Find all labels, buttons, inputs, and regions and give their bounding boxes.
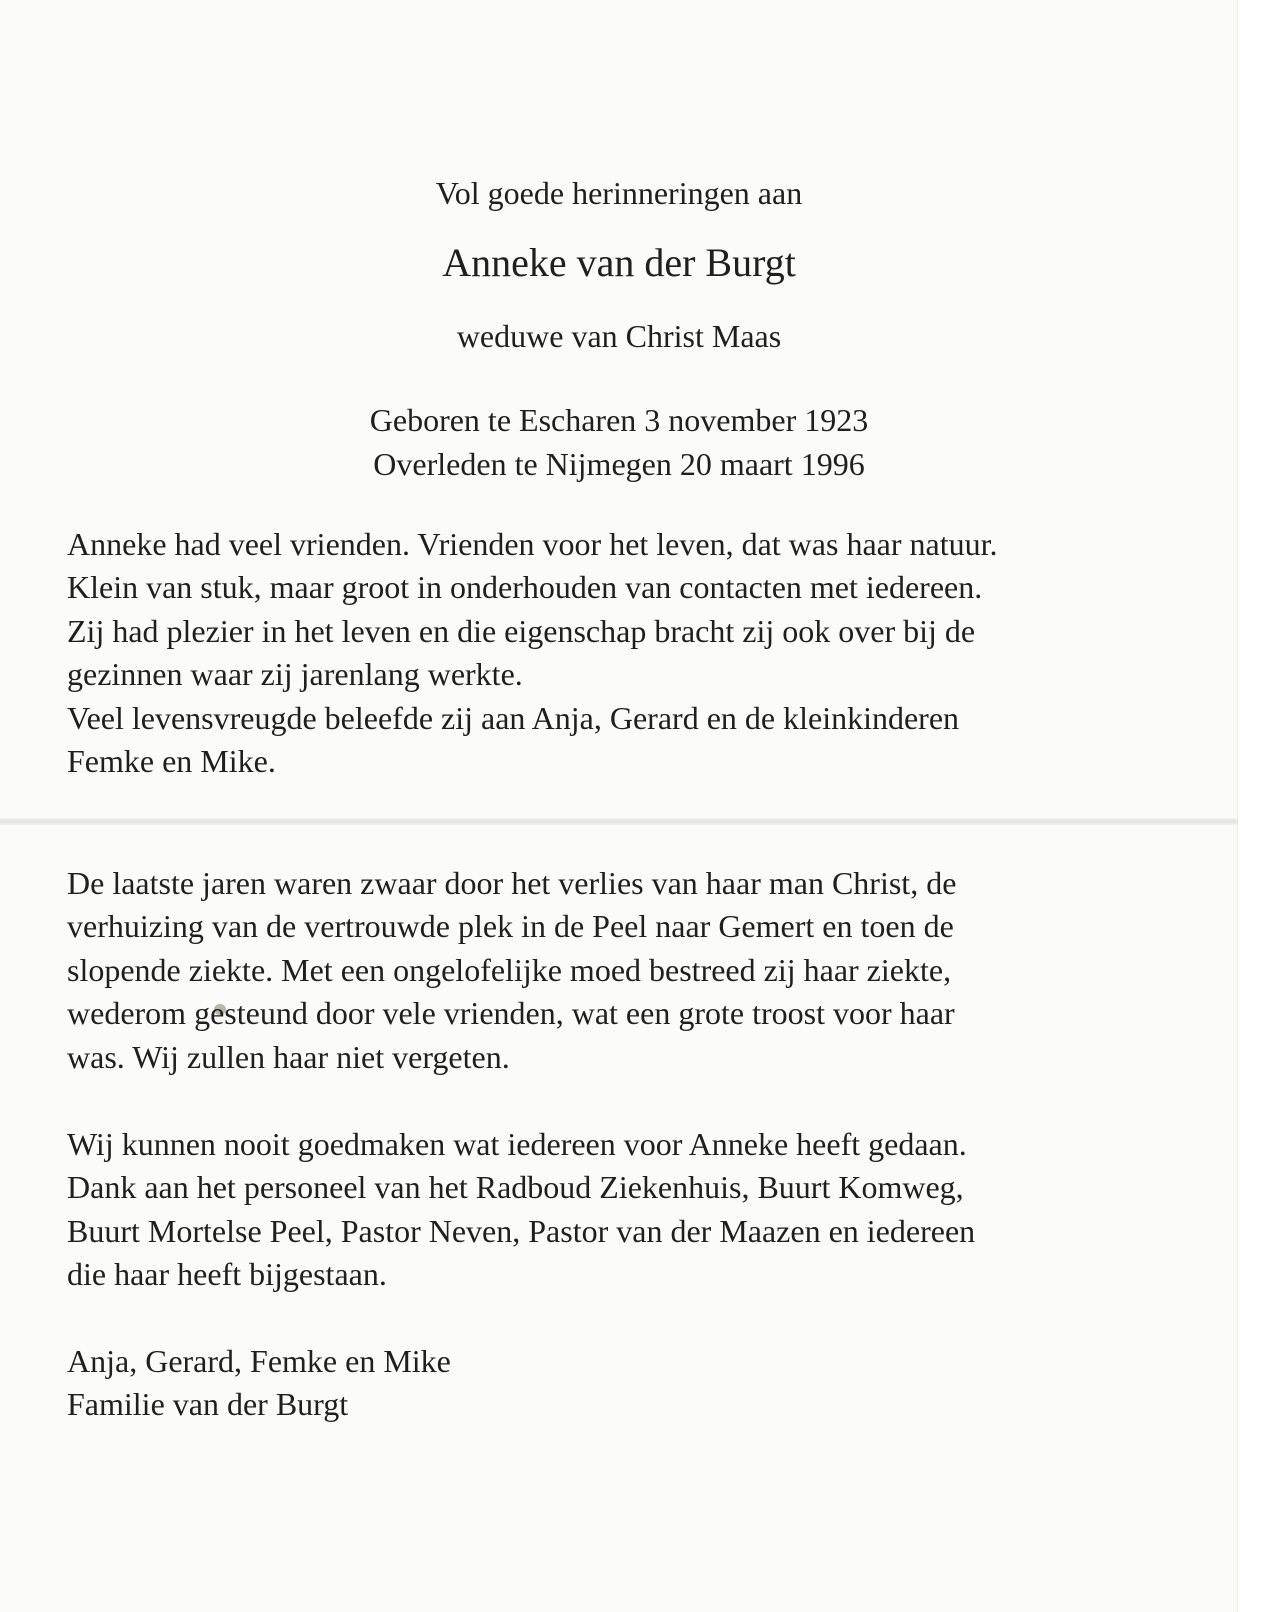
paragraph-line: Klein van stuk, maar groot in onderhouden van contacten met iedereen. (67, 569, 983, 606)
paragraph-line: gezinnen waar zij jarenlang werkte. (67, 656, 523, 693)
paragraph-line: Veel levensvreugde beleefde zij aan Anja, Gerard en de kleinkinderen (67, 699, 960, 736)
paragraph-line: Buurt Mortelse Peel, Pastor Neven, Pastor van der Maazen en iedereen (67, 1212, 976, 1249)
paragraph-line: Wij kunnen nooit goedmaken wat iedereen voor Anneke heeft gedaan. (67, 1126, 967, 1162)
paragraph-line: Zij had plezier in het leven en die eigenschap bracht zij ook over bij de (67, 612, 976, 649)
birth-line: Geboren te Escharen 3 november 1923 (369, 402, 869, 438)
widow-of-line: weduwe van Christ Maas (456, 318, 782, 354)
intro-line: Vol goede herinneringen aan (435, 175, 803, 211)
paragraph-line: De laatste jaren waren zwaar door het verlies van haar man Christ, de (67, 865, 957, 901)
paragraph-1 (67, 523, 1227, 783)
deceased-name: Anneke van der Burgt (442, 240, 796, 285)
paragraph-line: was. Wij zullen haar niet vergeten. (67, 1038, 510, 1075)
paper-edge (1237, 0, 1274, 1612)
signature-line-relatives: Familie van der Burgt (67, 1386, 349, 1423)
paragraph-line: wederom gesteund door vele vrienden, wat een grote troost voor haar (67, 995, 955, 1032)
paragraph-line: Femke en Mike. (67, 743, 276, 780)
signature (67, 1340, 1227, 1427)
paragraph-line: verhuizing van de vertrouwde plek in de Peel naar Gemert en toen de (67, 908, 954, 945)
paragraph-2 (67, 862, 1227, 1079)
fold-line (0, 818, 1238, 825)
paragraph-line: slopende ziekte. Met een ongelofelijke moed bestreed zij haar ziekte, (67, 951, 952, 988)
signature-line-family: Anja, Gerard, Femke en Mike (67, 1343, 451, 1379)
paragraph-line: Anneke had veel vrienden. Vrienden voor het leven, dat was haar natuur. (67, 526, 998, 562)
paragraph-line: die haar heeft bijgestaan. (67, 1256, 387, 1293)
paragraph-3 (67, 1123, 1227, 1297)
paragraph-line: Dank aan het personeel van het Radboud Ziekenhuis, Buurt Komweg, (67, 1169, 964, 1206)
death-line: Overleden te Nijmegen 20 maart 1996 (373, 446, 865, 482)
